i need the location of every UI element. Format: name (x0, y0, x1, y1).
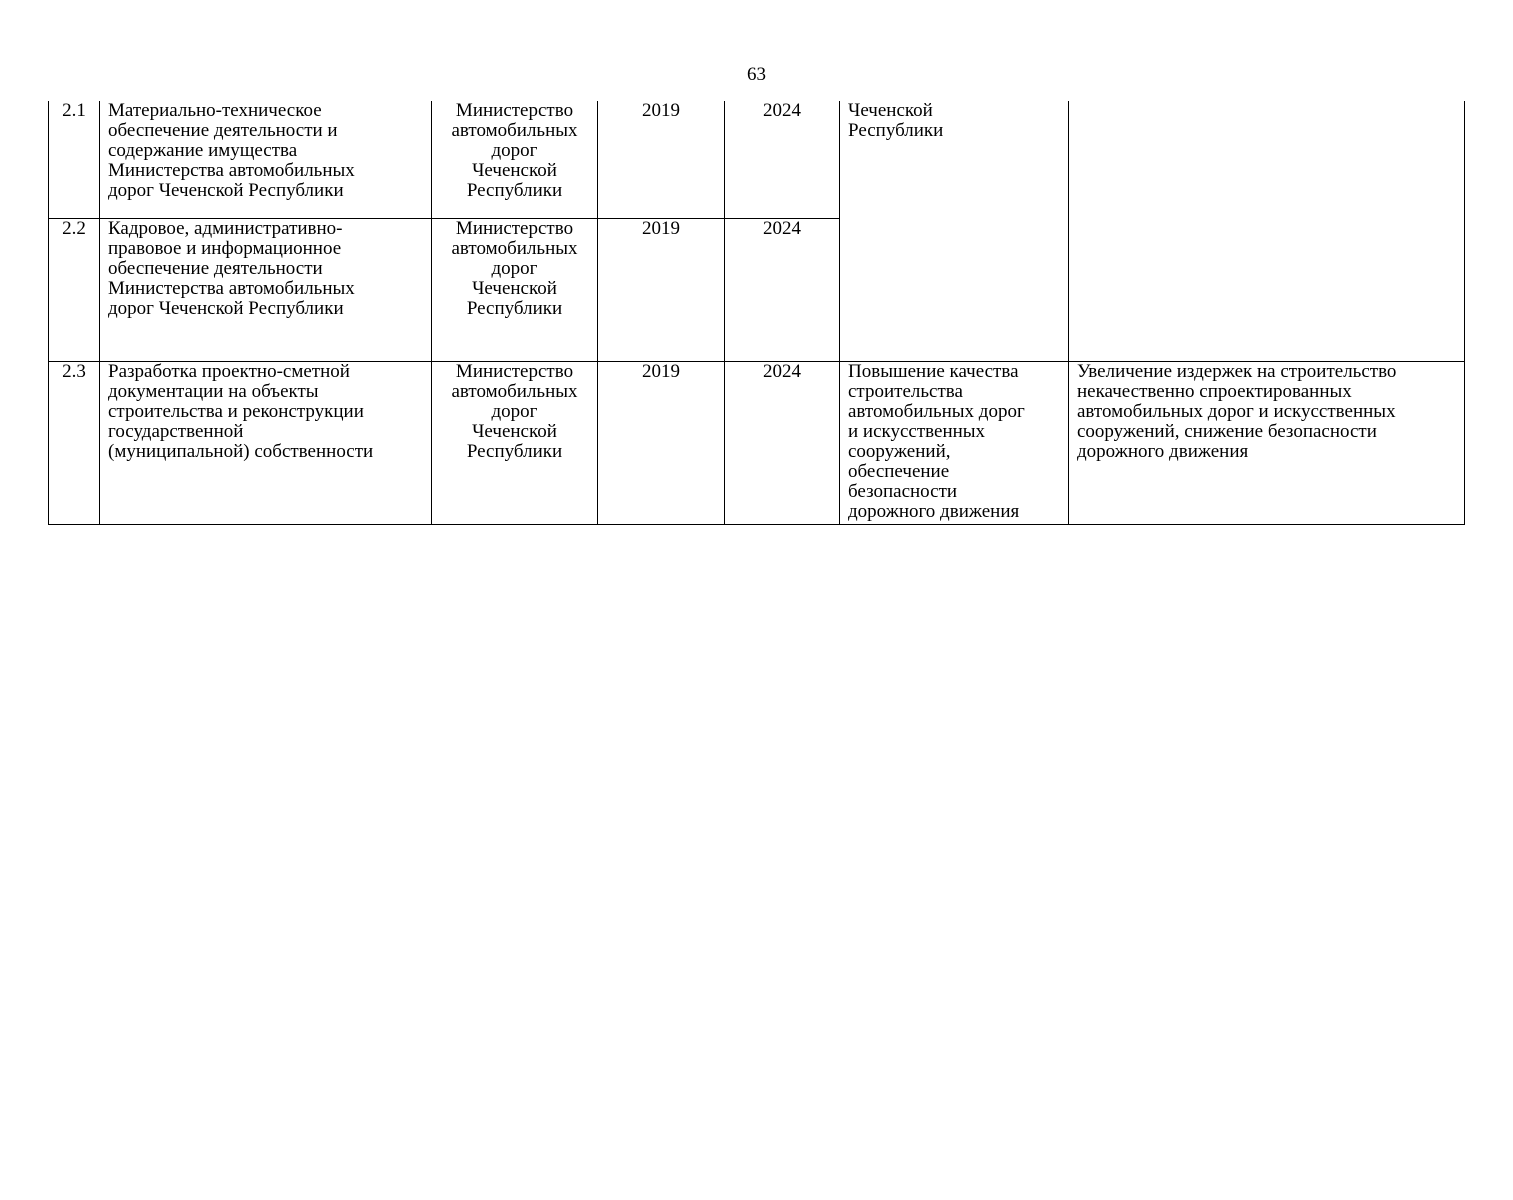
event-name: Кадровое, административно- правовое и информационное обеспечение деятельности Министерства автомобильных дорог Чеченской Республики (108, 218, 355, 319)
row-number: 2.2 (62, 218, 86, 239)
event-name-cell (100, 101, 432, 218)
start-year: 2019 (642, 101, 680, 121)
executor-cell (432, 361, 598, 524)
executor: Министерство автомобильных дорог Чеченской Республики (451, 361, 578, 462)
executor: Министерство автомобильных дорог Чеченской Республики (451, 218, 578, 319)
end-year: 2024 (763, 361, 801, 382)
consequence-cell (1069, 101, 1465, 361)
expected-result: Повышение качества строительства автомобильных дорог и искусственных сооружений, обеспечение безопасности дорожного движения (848, 361, 1025, 522)
expected-result-cell (840, 361, 1069, 524)
event-name: Материально-техническое обеспечение деятельности и содержание имущества Министерства автомобильных дорог Чеченской Республики (108, 101, 355, 201)
table-row (49, 101, 1465, 218)
end-year-cell (725, 218, 840, 361)
end-year: 2024 (763, 101, 801, 121)
executor-cell (432, 218, 598, 361)
row-number-cell (49, 101, 100, 218)
executor: Министерство автомобильных дорог Чеченской Республики (451, 101, 578, 201)
event-name-cell (100, 218, 432, 361)
page-number: 63 (747, 64, 766, 85)
row-number: 2.3 (62, 361, 86, 382)
row-number-cell (49, 218, 100, 361)
start-year-cell (598, 101, 725, 218)
event-name: Разработка проектно-сметной документации на объекты строительства и реконструкции государственной (муниципальной) собственности (108, 361, 374, 462)
table-row (49, 361, 1465, 524)
end-year-cell (725, 101, 840, 218)
end-year-cell (725, 361, 840, 524)
start-year-cell (598, 218, 725, 361)
row-number: 2.1 (62, 101, 86, 121)
event-name-cell (100, 361, 432, 524)
consequence: Увеличение издержек на строительство некачественно спроектированных автомобильных дорог и искусственных сооружений, снижение безопасности дорожного движения (1077, 361, 1397, 462)
start-year: 2019 (642, 218, 680, 239)
expected-result: Чеченской Республики (848, 101, 944, 141)
row-number-cell (49, 361, 100, 524)
end-year: 2024 (763, 218, 801, 239)
program-events-table (48, 101, 1465, 525)
consequence-cell (1069, 361, 1465, 524)
executor-cell (432, 101, 598, 218)
start-year: 2019 (642, 361, 680, 382)
expected-result-cell (840, 101, 1069, 361)
start-year-cell (598, 361, 725, 524)
